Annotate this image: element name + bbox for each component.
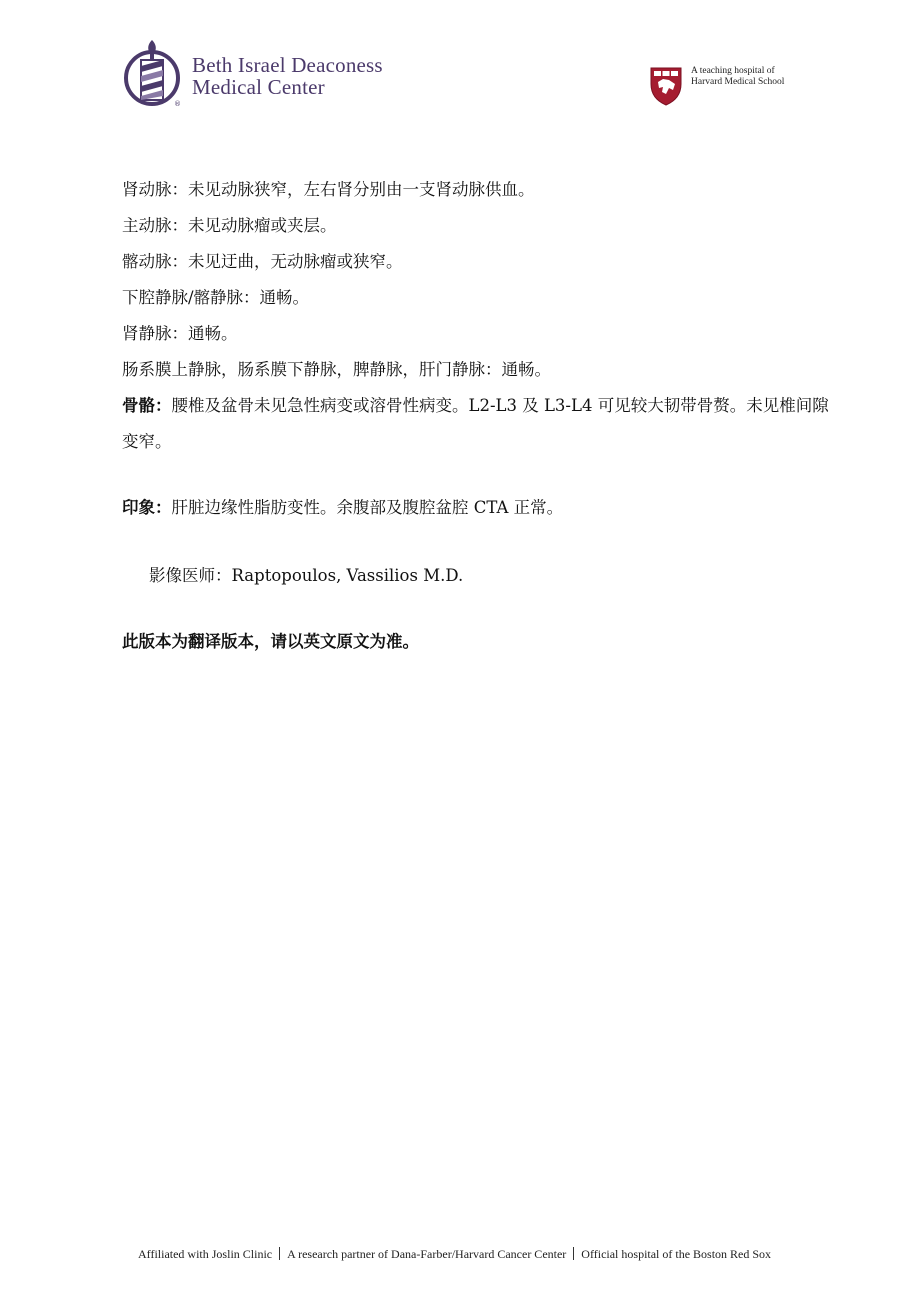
hms-affiliation-text [691,66,784,88]
footer-dana-farber: A research partner of Dana-Farber/Harvard Cancer Center [287,1247,567,1261]
mesenteric-portal-vein-line: 肠系膜上静脉，肠系膜下静脉，脾静脉，肝门静脉：通畅。 [122,360,551,379]
hospital-name [192,54,383,98]
hospital-name-line2: Medical Center [192,75,325,99]
iliac-artery-line: 髂动脉：未见迂曲，无动脉瘤或狭窄。 [122,252,403,271]
page-footer [138,1247,818,1262]
svg-text:®: ® [174,100,181,108]
renal-artery-line: 肾动脉：未见动脉狭窄，左右肾分别由一支肾动脉供血。 [122,180,535,199]
bones-paragraph [122,388,832,460]
bidmc-emblem-icon [122,36,182,108]
hms-text-line1: A teaching hospital of [691,66,775,76]
hms-text-line2: Harvard Medical School [691,77,785,87]
hms-logo [649,66,799,110]
impression-text: 肝脏边缘性脂肪变性。余腹部及腹腔盆腔 CTA 正常。 [171,498,564,517]
bones-label: 骨骼： [122,396,172,415]
impression-paragraph [122,490,832,526]
radiologist-line: 影像医师：Raptopoulos, Vassilios M.D. [149,566,464,585]
footer-joslin: Affiliated with Joslin Clinic [138,1247,273,1261]
impression-label: 印象： [122,498,172,517]
hospital-name-line1: Beth Israel Deaconess [192,53,383,77]
bones-text: 腰椎及盆骨未见急性病变或溶骨性病变。L2-L3 及 L3-L4 可见较大韧带骨赘。未见椎间隙变窄。 [122,396,829,451]
footer-separator [573,1247,574,1260]
translation-disclaimer: 此版本为翻译版本，请以英文原文为准。 [122,632,419,651]
footer-red-sox: Official hospital of the Boston Red Sox [581,1247,772,1261]
footer-separator [279,1247,280,1260]
harvard-shield-icon [649,66,683,106]
bidmc-logo [122,36,412,110]
report-body [122,172,832,660]
renal-vein-line: 肾静脉：通畅。 [122,324,238,343]
ivc-iliac-vein-line: 下腔静脉/髂静脉：通畅。 [122,288,310,307]
aorta-line: 主动脉：未见动脉瘤或夹层。 [122,216,337,235]
